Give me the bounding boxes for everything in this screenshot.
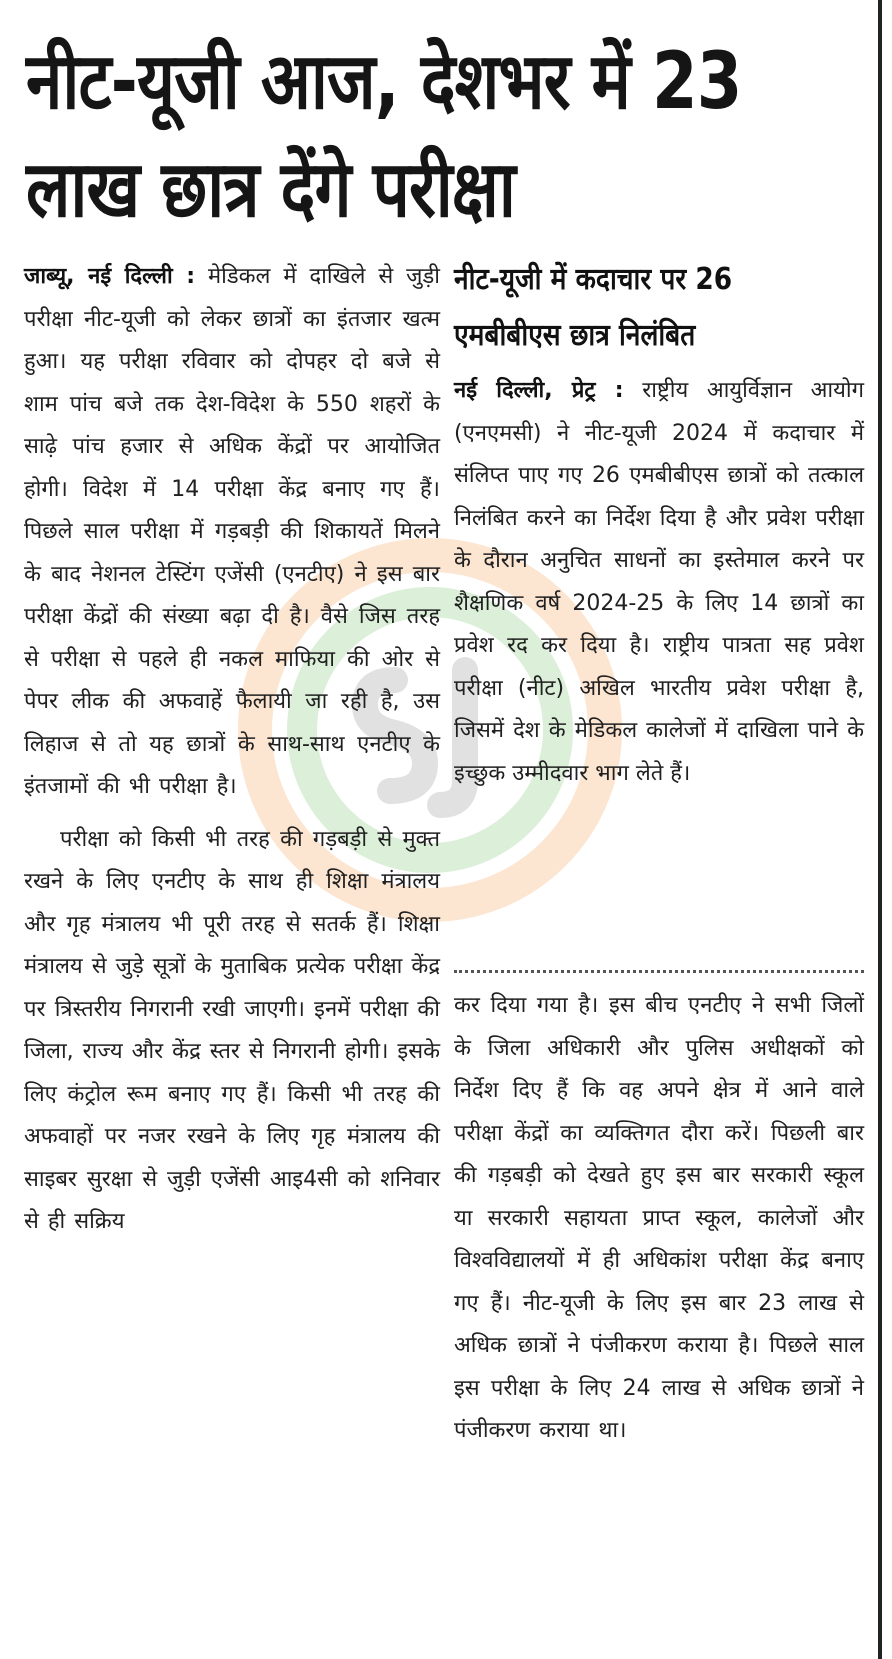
side-story-text: राष्ट्रीय आयुर्विज्ञान आयोग (एनएमसी) ने नीट-यूजी 2024 में कदाचार में संलिप्त पाए गए 26 एमबीबीएस छात्रों को तत्काल निलंबित करने का निर्देश दिया है और प्रवेश परीक्षा के दौरान अनुचित साधनों का इस्तेमाल करने पर शैक्षणिक वर्ष 2024-25 के लिए 14 छात्रों का प्रवेश रद कर दिया है। राष्ट्रीय पात्रता सह प्रवेश परीक्षा (नीट) अखिल भारतीय प्रवेश परीक्षा है, जिसमें देश के मेडिकल कालेजों में दाखिला पाने के इच्छुक उम्मीदवार भाग लेते हैं। — [454, 378, 864, 786]
page-headline — [26, 28, 874, 244]
headline-line-2: लाख छात्र देंगे परीक्षा — [26, 145, 516, 235]
side-story-body — [454, 370, 864, 795]
main-article-column — [24, 256, 440, 1656]
side-headline-line-1: नीट-यूजी में कदाचार पर 26 — [454, 262, 733, 297]
main-article-dateline: जाब्यू, नई दिल्ली : — [24, 264, 196, 289]
headline-line-1: नीट-यूजी आज, देशभर में 23 — [26, 37, 742, 127]
side-story-headline — [454, 252, 864, 364]
side-story-box — [454, 252, 864, 795]
main-article-paragraph-1 — [24, 256, 440, 809]
side-story-dateline: नई दिल्ली, प्रेट्र : — [454, 378, 624, 403]
main-article-paragraph-2: परीक्षा को किसी भी तरह की गड़बड़ी से मुक्त रखने के लिए एनटीए के साथ ही शिक्षा मंत्रालय और गृह मंत्रालय भी पूरी तरह से सतर्क हैं। शिक्षा मंत्रालय से जुड़े सूत्रों के मुताबिक प्रत्येक परीक्षा केंद्र पर त्रिस्तरीय निगरानी रखी जाएगी। इनमें परीक्षा की जिला, राज्य और केंद्र स्तर से निगरानी होगी। इसके लिए कंट्रोल रूम बनाए गए हैं। किसी भी तरह की अफवाहों पर नजर रखने के लिए गृह मंत्रालय की साइबर सुरक्षा से जुड़ी एजेंसी आइ4सी को शनिवार से ही सक्रिय — [24, 826, 440, 1234]
column-rule-right — [878, 0, 882, 1659]
main-article-continuation-column — [454, 985, 864, 1645]
main-article-text-1: मेडिकल में दाखिले से जुड़ी परीक्षा नीट-यूजी को लेकर छात्रों का इंतजार खत्म हुआ। यह परीक्षा रविवार को दोपहर दो बजे से शाम पांच बजे तक देश-विदेश के 550 शहरों के साढ़े पांच हजार से अधिक केंद्रों पर आयोजित होगी। विदेश में 14 परीक्षा केंद्र बनाए गए हैं। पिछले साल परीक्षा में गड़बड़ी की शिकायतें मिलने के बाद नेशनल टेस्टिंग एजेंसी (एनटीए) ने इस बार परीक्षा केंद्रों की संख्या बढ़ा दी है। वैसे जिस तरह से परीक्षा से पहले ही नकल माफिया की ओर से पेपर लीक की अफवाहें फैलायी जा रही है, उस लिहाज से तो यह छात्रों के साथ-साथ एनटीए के इंतजामों की भी परीक्षा है। — [24, 264, 440, 799]
main-article-continuation: कर दिया गया है। इस बीच एनटीए ने सभी जिलों के जिला अधिकारी और पुलिस अधीक्षकों को निर्देश दिए हैं कि वह अपने क्षेत्र में आने वाले परीक्षा केंद्रों का व्यक्तिगत दौरा करें। पिछली बार की गड़बड़ी को देखते हुए इस बार सरकारी स्कूल या सरकारी सहायता प्राप्त स्कूल, कालेजों और विश्वविद्यालयों में ही अधिकांश परीक्षा केंद्र बनाए गए हैं। नीट-यूजी के लिए इस बार 23 लाख से अधिक छात्रों ने पंजीकरण कराया है। पिछले साल इस परीक्षा के लिए 24 लाख से अधिक छात्रों ने पंजीकरण कराया था। — [454, 993, 864, 1443]
side-story-divider — [454, 970, 864, 973]
side-headline-line-2: एमबीबीएस छात्र निलंबित — [454, 318, 696, 353]
